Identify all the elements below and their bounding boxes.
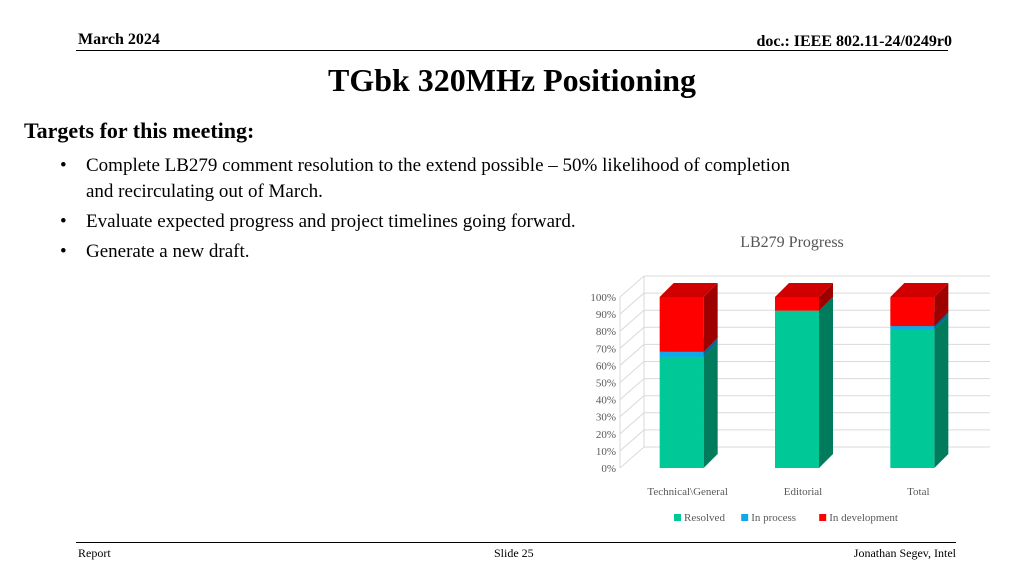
bar-front xyxy=(775,311,819,468)
bar-side xyxy=(704,343,718,468)
footer-author: Jonathan Segev, Intel xyxy=(853,546,956,560)
x-tick-label: Editorial xyxy=(783,486,823,498)
chart-x-axis xyxy=(647,486,929,498)
header-doc-id: doc.: IEEE 802.11-24/0249r0 xyxy=(756,33,952,50)
y-tick-label: 100% xyxy=(590,292,616,304)
gridline-depth xyxy=(620,362,644,383)
gridline-depth xyxy=(620,430,644,451)
gridline-depth xyxy=(620,276,644,297)
legend-swatch xyxy=(741,514,748,521)
legend-item xyxy=(819,512,898,524)
y-tick-label: 40% xyxy=(595,394,616,407)
bar-segment xyxy=(890,315,948,468)
legend-label: In development xyxy=(829,512,898,524)
y-tick-label: 70% xyxy=(595,343,616,356)
y-tick-label: 20% xyxy=(595,428,616,441)
gridline-depth xyxy=(620,413,644,434)
x-tick-label: Total xyxy=(907,486,930,498)
legend-label: In process xyxy=(751,512,797,524)
y-tick-label: 50% xyxy=(595,377,616,390)
y-tick-label: 90% xyxy=(595,309,616,322)
bar-side xyxy=(819,297,833,468)
header-date: March 2024 xyxy=(78,31,160,48)
gridline-depth xyxy=(620,379,644,400)
slide-title: TGbk 320MHz Positioning xyxy=(327,62,697,98)
bar-front xyxy=(660,352,704,357)
legend-swatch xyxy=(674,514,681,521)
footer-slide-number: Slide 25 xyxy=(494,546,534,560)
bar-front xyxy=(660,297,704,352)
chart-title: LB279 Progress xyxy=(740,234,844,251)
gridline-depth xyxy=(620,447,644,468)
bar-segment xyxy=(660,283,718,352)
footer-left: Report xyxy=(78,546,111,560)
footer-divider xyxy=(76,542,956,543)
bar-front xyxy=(890,297,934,326)
chart-bars xyxy=(660,283,949,468)
y-tick-label: 0% xyxy=(601,463,616,475)
legend-item xyxy=(741,512,796,524)
bar-segment xyxy=(775,297,833,468)
bar-segment xyxy=(660,343,718,468)
y-tick-label: 60% xyxy=(595,360,616,373)
bullet-item: • Evaluate expected progress and project timelines going forward. xyxy=(56,209,796,235)
chart-y-axis xyxy=(590,292,616,475)
y-tick-label: 80% xyxy=(595,326,616,339)
gridline-depth xyxy=(620,310,644,331)
legend-swatch xyxy=(819,514,826,521)
gridline-depth xyxy=(620,293,644,314)
bar-front xyxy=(775,297,819,311)
chart-legend xyxy=(674,512,898,524)
y-tick-label: 10% xyxy=(595,445,616,458)
bar-side xyxy=(934,315,948,468)
y-tick-label: 30% xyxy=(595,411,616,424)
gridline-depth xyxy=(620,327,644,348)
legend-label: Resolved xyxy=(684,512,725,524)
bullet-item: • Complete LB279 comment resolution to the extend possible – 50% likelihood of completion and recirculating out of March. xyxy=(56,153,796,205)
bar-front xyxy=(890,329,934,468)
bar-front xyxy=(890,326,934,329)
x-tick-label: Technical\General xyxy=(647,486,728,498)
slide-subheading: Targets for this meeting: xyxy=(24,118,255,143)
bar-segment xyxy=(890,283,948,326)
header-divider xyxy=(76,50,948,51)
bar-front xyxy=(660,357,704,468)
bullet-item: • Generate a new draft. xyxy=(56,239,796,265)
gridline-depth xyxy=(620,344,644,365)
progress-chart xyxy=(570,225,1000,530)
gridline-depth xyxy=(620,396,644,417)
legend-item xyxy=(674,512,725,524)
